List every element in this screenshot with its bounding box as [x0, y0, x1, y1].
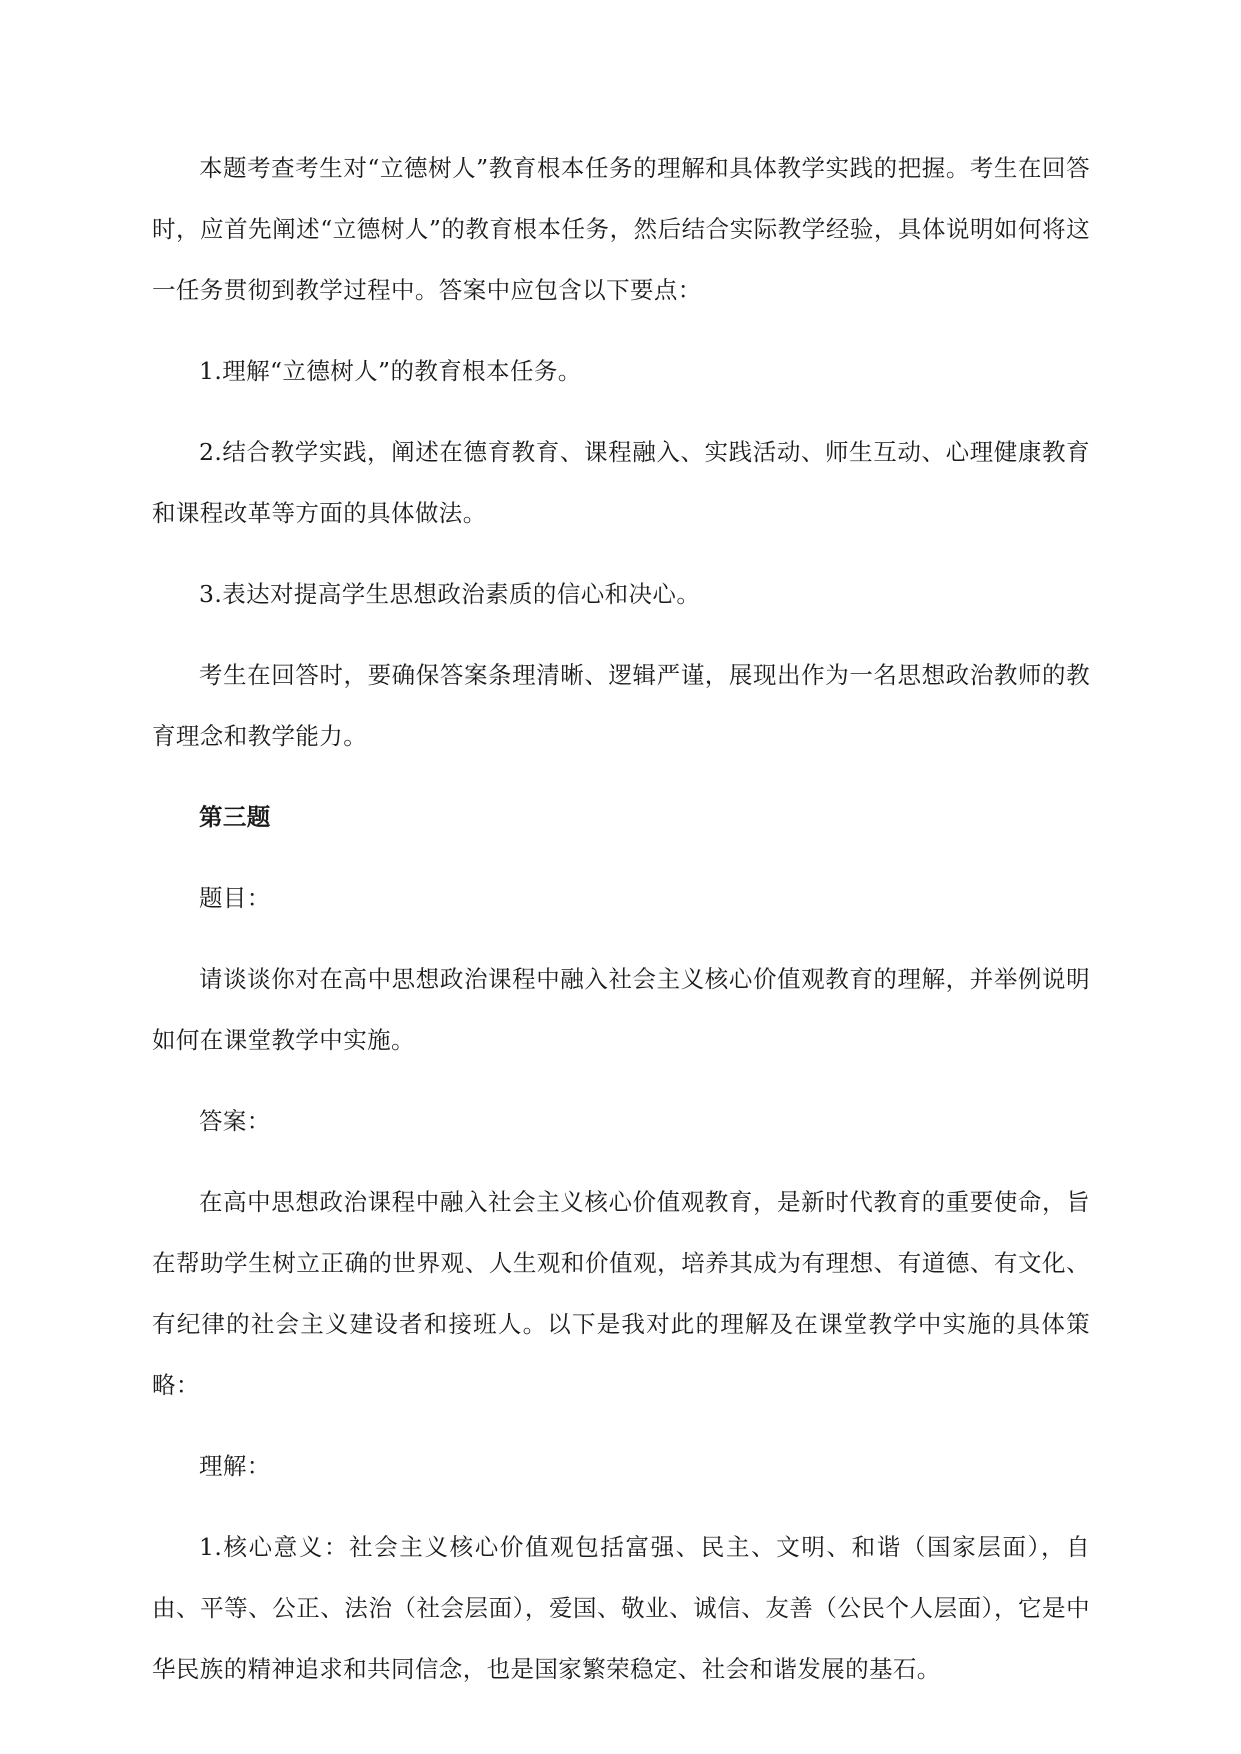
point-2: 2.结合教学实践，阐述在德育教育、课程融入、实践活动、师生互动、心理健康教育和课程改革等方面的具体做法。 — [152, 438, 1090, 527]
answer-label: 答案： — [199, 1107, 271, 1135]
point-1: 1.理解“立德树人”的教育根本任务。 — [199, 357, 582, 385]
section-heading: 第三题 — [199, 803, 271, 831]
understanding-label: 理解： — [199, 1452, 271, 1480]
answer-text: 在高中思想政治课程中融入社会主义核心价值观教育，是新时代教育的重要使命，旨在帮助学生树立正确的世界观、人生观和价值观，培养其成为有理想、有道德、有文化、有纪律的社会主义建设者和接班人。以下是我对此的理解及在课堂教学中实施的具体策略： — [152, 1188, 1090, 1399]
document-body — [152, 138, 1090, 1720]
core-meaning-paragraph: 1.核心意义：社会主义核心价值观包括富强、民主、文明、和谐（国家层面），自由、平等、公正、法治（社会层面），爱国、敬业、诚信、友善（公民个人层面），它是中华民族的精神追求和共同信念，也是国家繁荣稳定、社会和谐发展的基石。 — [152, 1533, 1090, 1683]
question-label: 题目： — [199, 884, 271, 912]
question-text: 请谈谈你对在高中思想政治课程中融入社会主义核心价值观教育的理解，并举例说明如何在课堂教学中实施。 — [152, 965, 1090, 1054]
point-3: 3.表达对提高学生思想政治素质的信心和决心。 — [199, 580, 701, 608]
closing-paragraph: 考生在回答时，要确保答案条理清晰、逻辑严谨，展现出作为一名思想政治教师的教育理念和教学能力。 — [152, 661, 1090, 750]
intro-paragraph: 本题考查考生对“立德树人”教育根本任务的理解和具体教学实践的把握。考生在回答时，应首先阐述“立德树人”的教育根本任务，然后结合实际教学经验，具体说明如何将这一任务贯彻到教学过程中。答案中应包含以下要点： — [152, 154, 1090, 304]
